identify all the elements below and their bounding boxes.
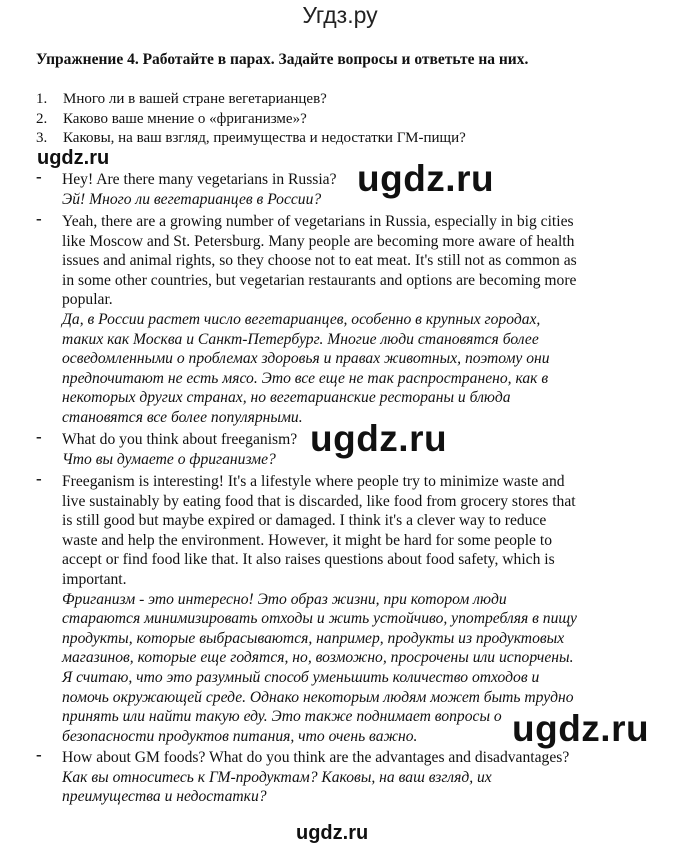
russian-line: некоторых других странах, но вегетарианские рестораны и блюда (62, 389, 511, 407)
dash-marker: - (36, 209, 42, 228)
russian-line: осведомленными о проблемах здоровья и правах животных, поэтому они (62, 350, 550, 368)
question-text: Много ли в вашей стране вегетарианцев? (63, 91, 327, 107)
russian-line: Эй! Много ли вегетарианцев в России? (62, 190, 322, 208)
question-text: Каковы, на ваш взгляд, преимущества и недостатки ГМ-пищи? (63, 130, 466, 146)
dash-marker: - (36, 469, 42, 488)
dialogue-entry (36, 167, 666, 209)
russian-line: продукты, которые выбрасываются, например, продукты из продуктовых (62, 629, 565, 647)
dash-marker: - (36, 167, 42, 186)
english-line: live sustainably by eating food that is discarded, like food from grocery stores that (62, 492, 576, 510)
russian-line: становятся все более популярными. (62, 408, 303, 426)
english-line: in some other countries, but vegetarian restaurants and options are becoming more (62, 271, 577, 289)
dash-marker: - (36, 427, 42, 446)
question-item (36, 129, 656, 149)
question-number: 2. (36, 110, 48, 127)
question-number: 1. (36, 91, 48, 107)
english-line: accept or find food like that. It also raises questions about food safety, which is (62, 551, 555, 569)
dialogue-entry (36, 209, 666, 428)
english-line: popular. (62, 291, 113, 309)
dash-marker: - (36, 745, 42, 764)
russian-line: Фриганизм - это интересно! Это образ жизни, при котором люди (62, 590, 507, 608)
russian-line: помочь окружающей среде. Однако некоторым людям может быть трудно (62, 688, 574, 706)
english-line: like Moscow and St. Petersburg. Many people are becoming more aware of health (62, 232, 575, 250)
watermark-small: ugdz.ru (37, 147, 110, 169)
russian-line: стараются минимизировать отходы и жить устойчиво, употребляя в пищу (62, 610, 577, 628)
question-list (36, 90, 656, 149)
watermark-small: ugdz.ru (296, 822, 369, 844)
russian-line: принять или найти такую еду. Это также поднимает вопросы о (62, 708, 502, 726)
russian-line: Как вы относитесь к ГМ-продуктам? Каковы, на ваш взгляд, их (62, 768, 492, 786)
question-text: Каково ваше мнение о «фриганизме»? (63, 110, 307, 127)
question-number: 3. (36, 130, 48, 146)
english-line: Freeganism is interesting! It's a lifestyle where people try to minimize waste and (62, 473, 565, 490)
dialogue-entry (36, 469, 666, 746)
english-line: How about GM foods? What do you think are the advantages and disadvantages? (62, 749, 570, 766)
english-line: What do you think about freeganism? (62, 431, 298, 448)
site-title: Угдз.ру (302, 2, 378, 28)
dialogue-entry (36, 745, 666, 807)
question-item (36, 90, 656, 110)
english-line: is still good but maybe expired or damaged. I think it's a clever way to reduce (62, 512, 547, 530)
question-item (36, 110, 656, 130)
english-line: Hey! Are there many vegetarians in Russia? (62, 171, 337, 188)
russian-line: безопасности продуктов питания, что очень важно. (62, 727, 418, 745)
english-line: waste and help the environment. However, it might be hard for some people to (62, 531, 553, 549)
russian-line: Я считаю, что это разумный способ уменьшить количество отходов и (62, 668, 540, 686)
watermark-big: ugdz.ru (357, 158, 495, 199)
russian-line: таких как Москва и Санкт-Петербург. Многие люди становятся более (62, 330, 539, 348)
russian-line: Что вы думаете о фриганизме? (62, 450, 276, 468)
russian-line: Да, в России растет число вегетарианцев, особенно в крупных городах, (62, 310, 541, 328)
english-line: Yeah, there are a growing number of vegetarians in Russia, especially in big cities (62, 213, 574, 230)
russian-line: преимущества и недостатки? (62, 788, 267, 806)
watermark-big: ugdz.ru (310, 418, 448, 459)
watermark-big: ugdz.ru (512, 708, 650, 749)
exercise-heading: Упражнение 4. Работайте в парах. Задайте вопросы и ответьте на них. (36, 51, 529, 68)
english-line: important. (62, 570, 127, 588)
english-line: issues and animal rights, so they choose not to eat meat. It's still not as common as (62, 252, 577, 270)
russian-line: магазинов, которые еще годятся, но, возможно, просрочены или испорчены. (62, 649, 574, 667)
russian-line: предпочитают не есть мясо. Это все еще не так распространено, как в (62, 369, 549, 387)
